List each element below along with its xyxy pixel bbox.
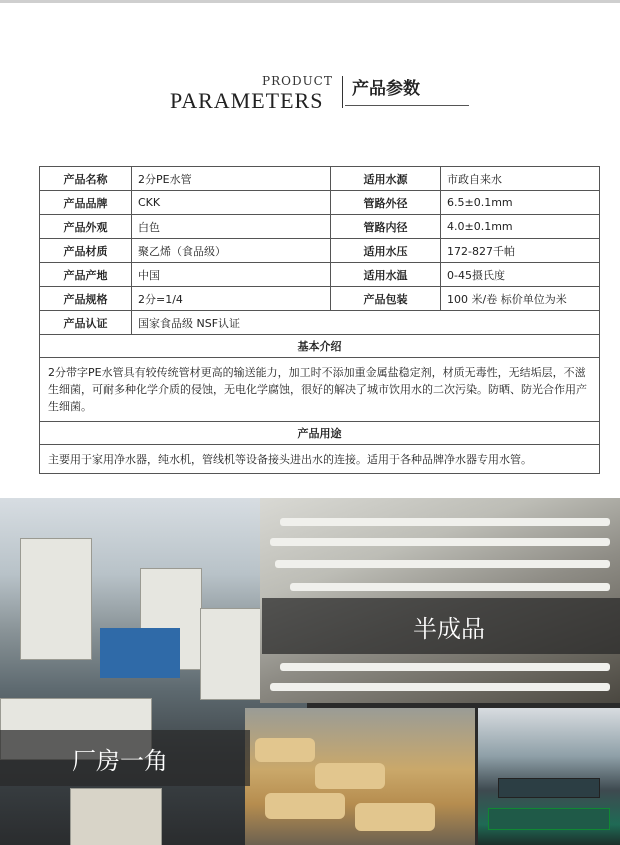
param-value: 2分PE水管 — [132, 167, 331, 191]
material-bag-shape — [70, 788, 162, 845]
param-key: 管路内径 — [331, 215, 441, 239]
bag-shape — [255, 738, 315, 762]
machine-shape — [100, 628, 180, 678]
table-row — [40, 239, 600, 263]
table-row — [40, 335, 600, 358]
workbench-shape — [498, 778, 600, 798]
bag-shape — [315, 763, 385, 789]
bag-shape — [265, 793, 345, 819]
table-row — [40, 422, 600, 445]
param-value: 100 米/卷 标价单位为米 — [441, 287, 600, 311]
table-row — [40, 287, 600, 311]
header-parameters-text: PARAMETERS — [170, 88, 324, 113]
param-value: 白色 — [132, 215, 331, 239]
shelf-shape — [290, 583, 610, 591]
intro-heading: 基本介绍 — [40, 335, 600, 358]
section-header — [0, 60, 620, 120]
header-separator — [342, 76, 343, 108]
param-key: 产品品牌 — [40, 191, 132, 215]
shelf-shape — [280, 663, 610, 671]
param-key: 管路外径 — [331, 191, 441, 215]
bag-shape — [355, 803, 435, 831]
param-value: 4.0±0.1mm — [441, 215, 600, 239]
table-row — [40, 445, 600, 474]
machine-shape — [200, 608, 262, 700]
param-value: 172-827千帕 — [441, 239, 600, 263]
machine-shape — [20, 538, 92, 660]
table-row — [40, 167, 600, 191]
factory-corner-label: 厂房一角 — [72, 747, 168, 775]
shelf-shape — [270, 683, 610, 691]
param-value: 中国 — [132, 263, 331, 287]
warehouse-bags-photo — [245, 708, 475, 845]
param-key: 产品材质 — [40, 239, 132, 263]
param-value: 2分=1/4 — [132, 287, 331, 311]
shelf-shape — [270, 538, 610, 546]
param-value: 0-45摄氏度 — [441, 263, 600, 287]
shelf-shape — [275, 560, 610, 568]
param-value: 聚乙烯（食品级） — [132, 239, 331, 263]
param-key: 产品认证 — [40, 311, 132, 335]
param-key: 适用水压 — [331, 239, 441, 263]
use-heading: 产品用途 — [40, 422, 600, 445]
param-key: 产品包装 — [331, 287, 441, 311]
param-key: 产品外观 — [40, 215, 132, 239]
param-key: 适用水源 — [331, 167, 441, 191]
param-key: 适用水温 — [331, 263, 441, 287]
assembly-line-photo — [478, 708, 620, 845]
table-row — [40, 215, 600, 239]
param-key: 产品名称 — [40, 167, 132, 191]
param-value: 6.5±0.1mm — [441, 191, 600, 215]
header-product-text: PRODUCT — [262, 74, 333, 88]
factory-photo-collage — [0, 498, 620, 845]
param-key: 产品规格 — [40, 287, 132, 311]
intro-text: 2分带字PE水管具有较传统管材更高的输送能力，加工时不添加重金属盐稳定剂，材质无毒性，无结垢层，不滋生细菌，可耐多种化学介质的侵蚀，无电化学腐蚀，很好的解决了城市饮用水的二次污染。防晒、防光合作用产生细菌。 — [40, 358, 600, 422]
header-cn-title: 产品参数 — [352, 79, 420, 99]
param-key: 产品产地 — [40, 263, 132, 287]
param-value: 市政自来水 — [441, 167, 600, 191]
workbench-shape — [488, 808, 610, 830]
use-text: 主要用于家用净水器，纯水机，管线机等设备接头进出水的连接。适用于各种品牌净水器专用水管。 — [40, 445, 600, 474]
table-row — [40, 191, 600, 215]
shelf-shape — [280, 518, 610, 526]
param-value: 国家食品级 NSF认证 — [132, 311, 600, 335]
header-underline — [345, 105, 469, 106]
param-value: CKK — [132, 191, 331, 215]
top-divider — [0, 0, 620, 3]
table-row — [40, 311, 600, 335]
parameters-table — [39, 166, 600, 474]
table-row — [40, 263, 600, 287]
table-row — [40, 358, 600, 422]
semi-finished-label: 半成品 — [413, 615, 485, 643]
